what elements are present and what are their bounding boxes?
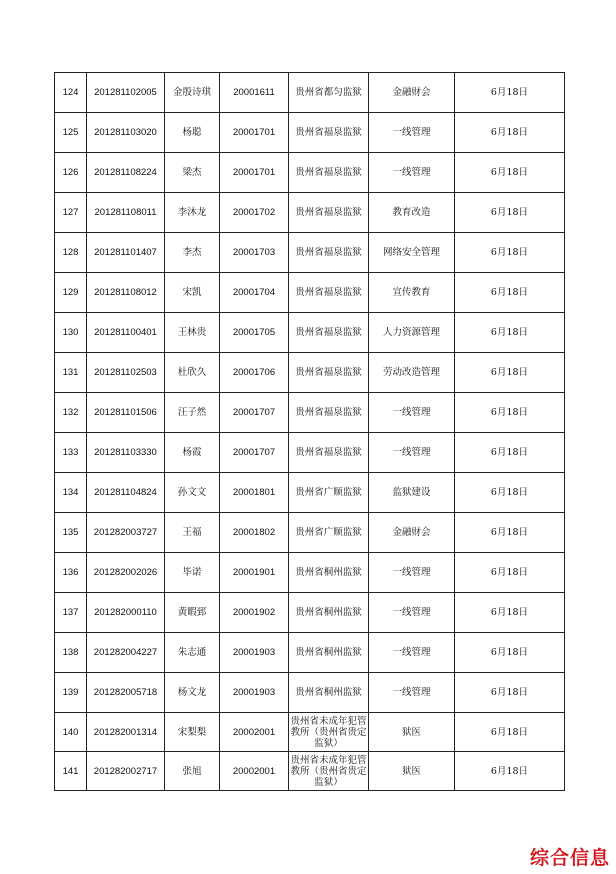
exam-id-cell: 201281102503 [87, 353, 165, 393]
exam-id-cell: 201282002717 [87, 752, 165, 791]
table-row [55, 633, 565, 673]
employer-unit-cell: 贵州省福泉监狱 [289, 113, 369, 153]
employer-unit-cell: 贵州省福泉监狱 [289, 273, 369, 313]
position-code-cell: 20001802 [220, 513, 289, 553]
table-row [55, 353, 565, 393]
position-code-cell: 20001701 [220, 113, 289, 153]
position-code-cell: 20001703 [220, 233, 289, 273]
row-number-cell: 131 [55, 353, 87, 393]
employer-unit-cell: 贵州省广顺监狱 [289, 513, 369, 553]
position-name-cell: 教育改造 [369, 193, 455, 233]
name-cell: 孙文文 [165, 473, 220, 513]
name-cell: 朱志通 [165, 633, 220, 673]
position-name-cell: 金融财会 [369, 513, 455, 553]
position-name-cell: 监狱建设 [369, 473, 455, 513]
employer-unit-cell: 贵州省福泉监狱 [289, 393, 369, 433]
exam-id-cell: 201281108224 [87, 153, 165, 193]
exam-id-cell: 201281104824 [87, 473, 165, 513]
position-code-cell: 20001705 [220, 313, 289, 353]
row-number-cell: 126 [55, 153, 87, 193]
exam-date-cell: 6月18日 [455, 513, 565, 553]
position-code-cell: 20001707 [220, 433, 289, 473]
exam-id-cell: 201282003727 [87, 513, 165, 553]
position-code-cell: 20002001 [220, 752, 289, 791]
position-name-cell: 宣传教育 [369, 273, 455, 313]
exam-id-cell: 201282005718 [87, 673, 165, 713]
exam-id-cell: 201281101407 [87, 233, 165, 273]
exam-date-cell: 6月18日 [455, 153, 565, 193]
position-code-cell: 20001611 [220, 73, 289, 113]
row-number-cell: 136 [55, 553, 87, 593]
name-cell: 杨聪 [165, 113, 220, 153]
row-number-cell: 138 [55, 633, 87, 673]
employer-unit-cell: 贵州省福泉监狱 [289, 153, 369, 193]
position-code-cell: 20001902 [220, 593, 289, 633]
exam-date-cell: 6月18日 [455, 673, 565, 713]
exam-date-cell: 6月18日 [455, 553, 565, 593]
position-name-cell: 一线管理 [369, 673, 455, 713]
exam-id-cell: 201281103020 [87, 113, 165, 153]
exam-id-cell: 201281108011 [87, 193, 165, 233]
exam-date-cell: 6月18日 [455, 752, 565, 791]
row-number-cell: 133 [55, 433, 87, 473]
name-cell: 杨霞 [165, 433, 220, 473]
table-row [55, 752, 565, 791]
exam-date-cell: 6月18日 [455, 73, 565, 113]
table-row [55, 193, 565, 233]
table-row [55, 673, 565, 713]
position-name-cell: 人力资源管理 [369, 313, 455, 353]
position-name-cell: 一线管理 [369, 633, 455, 673]
position-name-cell: 一线管理 [369, 433, 455, 473]
employer-unit-cell: 贵州省福泉监狱 [289, 353, 369, 393]
results-table [54, 72, 565, 791]
row-number-cell: 134 [55, 473, 87, 513]
exam-date-cell: 6月18日 [455, 633, 565, 673]
employer-unit-cell: 贵州省广顺监狱 [289, 473, 369, 513]
name-cell: 王福 [165, 513, 220, 553]
position-code-cell: 20002001 [220, 713, 289, 752]
position-code-cell: 20001704 [220, 273, 289, 313]
watermark-logo: 综合信息 [529, 847, 610, 869]
row-number-cell: 124 [55, 73, 87, 113]
employer-unit-cell: 贵州省未成年犯管教所（贵州省贵定监狱） [289, 713, 369, 752]
table-row [55, 513, 565, 553]
position-code-cell: 20001707 [220, 393, 289, 433]
employer-unit-cell: 贵州省福泉监狱 [289, 193, 369, 233]
exam-date-cell: 6月18日 [455, 593, 565, 633]
row-number-cell: 127 [55, 193, 87, 233]
employer-unit-cell: 贵州省桐州监狱 [289, 593, 369, 633]
table-row [55, 153, 565, 193]
table-row [55, 553, 565, 593]
position-name-cell: 一线管理 [369, 153, 455, 193]
exam-id-cell: 201281102005 [87, 73, 165, 113]
employer-unit-cell: 贵州省福泉监狱 [289, 313, 369, 353]
position-name-cell: 金融财会 [369, 73, 455, 113]
table-row [55, 313, 565, 353]
name-cell: 王林贵 [165, 313, 220, 353]
table-row [55, 473, 565, 513]
name-cell: 汪子然 [165, 393, 220, 433]
position-code-cell: 20001901 [220, 553, 289, 593]
exam-id-cell: 201282000110 [87, 593, 165, 633]
position-code-cell: 20001706 [220, 353, 289, 393]
row-number-cell: 130 [55, 313, 87, 353]
position-name-cell: 网络安全管理 [369, 233, 455, 273]
table-row [55, 393, 565, 433]
table-row [55, 233, 565, 273]
position-code-cell: 20001801 [220, 473, 289, 513]
table-row [55, 593, 565, 633]
table-row [55, 73, 565, 113]
table-row [55, 713, 565, 752]
employer-unit-cell: 贵州省未成年犯管教所（贵州省贵定监狱） [289, 752, 369, 791]
name-cell: 杨文龙 [165, 673, 220, 713]
row-number-cell: 129 [55, 273, 87, 313]
name-cell: 张旭 [165, 752, 220, 791]
exam-id-cell: 201281100401 [87, 313, 165, 353]
exam-date-cell: 6月18日 [455, 353, 565, 393]
position-code-cell: 20001903 [220, 633, 289, 673]
row-number-cell: 135 [55, 513, 87, 553]
position-name-cell: 一线管理 [369, 113, 455, 153]
exam-id-cell: 201281101506 [87, 393, 165, 433]
position-name-cell: 一线管理 [369, 553, 455, 593]
table-row [55, 273, 565, 313]
employer-unit-cell: 贵州省福泉监狱 [289, 233, 369, 273]
employer-unit-cell: 贵州省福泉监狱 [289, 433, 369, 473]
exam-date-cell: 6月18日 [455, 713, 565, 752]
exam-date-cell: 6月18日 [455, 273, 565, 313]
row-number-cell: 141 [55, 752, 87, 791]
exam-date-cell: 6月18日 [455, 433, 565, 473]
position-code-cell: 20001701 [220, 153, 289, 193]
exam-id-cell: 201281108012 [87, 273, 165, 313]
employer-unit-cell: 贵州省桐州监狱 [289, 553, 369, 593]
employer-unit-cell: 贵州省桐州监狱 [289, 633, 369, 673]
name-cell: 金殷诗琪 [165, 73, 220, 113]
position-name-cell: 劳动改造管理 [369, 353, 455, 393]
name-cell: 李沐龙 [165, 193, 220, 233]
row-number-cell: 137 [55, 593, 87, 633]
table-row [55, 113, 565, 153]
name-cell: 宋梨梨 [165, 713, 220, 752]
position-name-cell: 狱医 [369, 752, 455, 791]
name-cell: 毕诺 [165, 553, 220, 593]
exam-date-cell: 6月18日 [455, 233, 565, 273]
row-number-cell: 125 [55, 113, 87, 153]
name-cell: 宋凯 [165, 273, 220, 313]
row-number-cell: 139 [55, 673, 87, 713]
position-code-cell: 20001903 [220, 673, 289, 713]
position-name-cell: 一线管理 [369, 593, 455, 633]
exam-id-cell: 201281103330 [87, 433, 165, 473]
exam-date-cell: 6月18日 [455, 393, 565, 433]
position-code-cell: 20001702 [220, 193, 289, 233]
exam-id-cell: 201282001314 [87, 713, 165, 752]
exam-date-cell: 6月18日 [455, 193, 565, 233]
employer-unit-cell: 贵州省桐州监狱 [289, 673, 369, 713]
name-cell: 杜欣久 [165, 353, 220, 393]
name-cell: 黄暇郅 [165, 593, 220, 633]
row-number-cell: 140 [55, 713, 87, 752]
employer-unit-cell: 贵州省都匀监狱 [289, 73, 369, 113]
position-name-cell: 一线管理 [369, 393, 455, 433]
name-cell: 梁杰 [165, 153, 220, 193]
exam-date-cell: 6月18日 [455, 313, 565, 353]
exam-id-cell: 201282004227 [87, 633, 165, 673]
exam-date-cell: 6月18日 [455, 113, 565, 153]
exam-id-cell: 201282002026 [87, 553, 165, 593]
name-cell: 李杰 [165, 233, 220, 273]
row-number-cell: 128 [55, 233, 87, 273]
exam-date-cell: 6月18日 [455, 473, 565, 513]
table-row [55, 433, 565, 473]
row-number-cell: 132 [55, 393, 87, 433]
position-name-cell: 狱医 [369, 713, 455, 752]
